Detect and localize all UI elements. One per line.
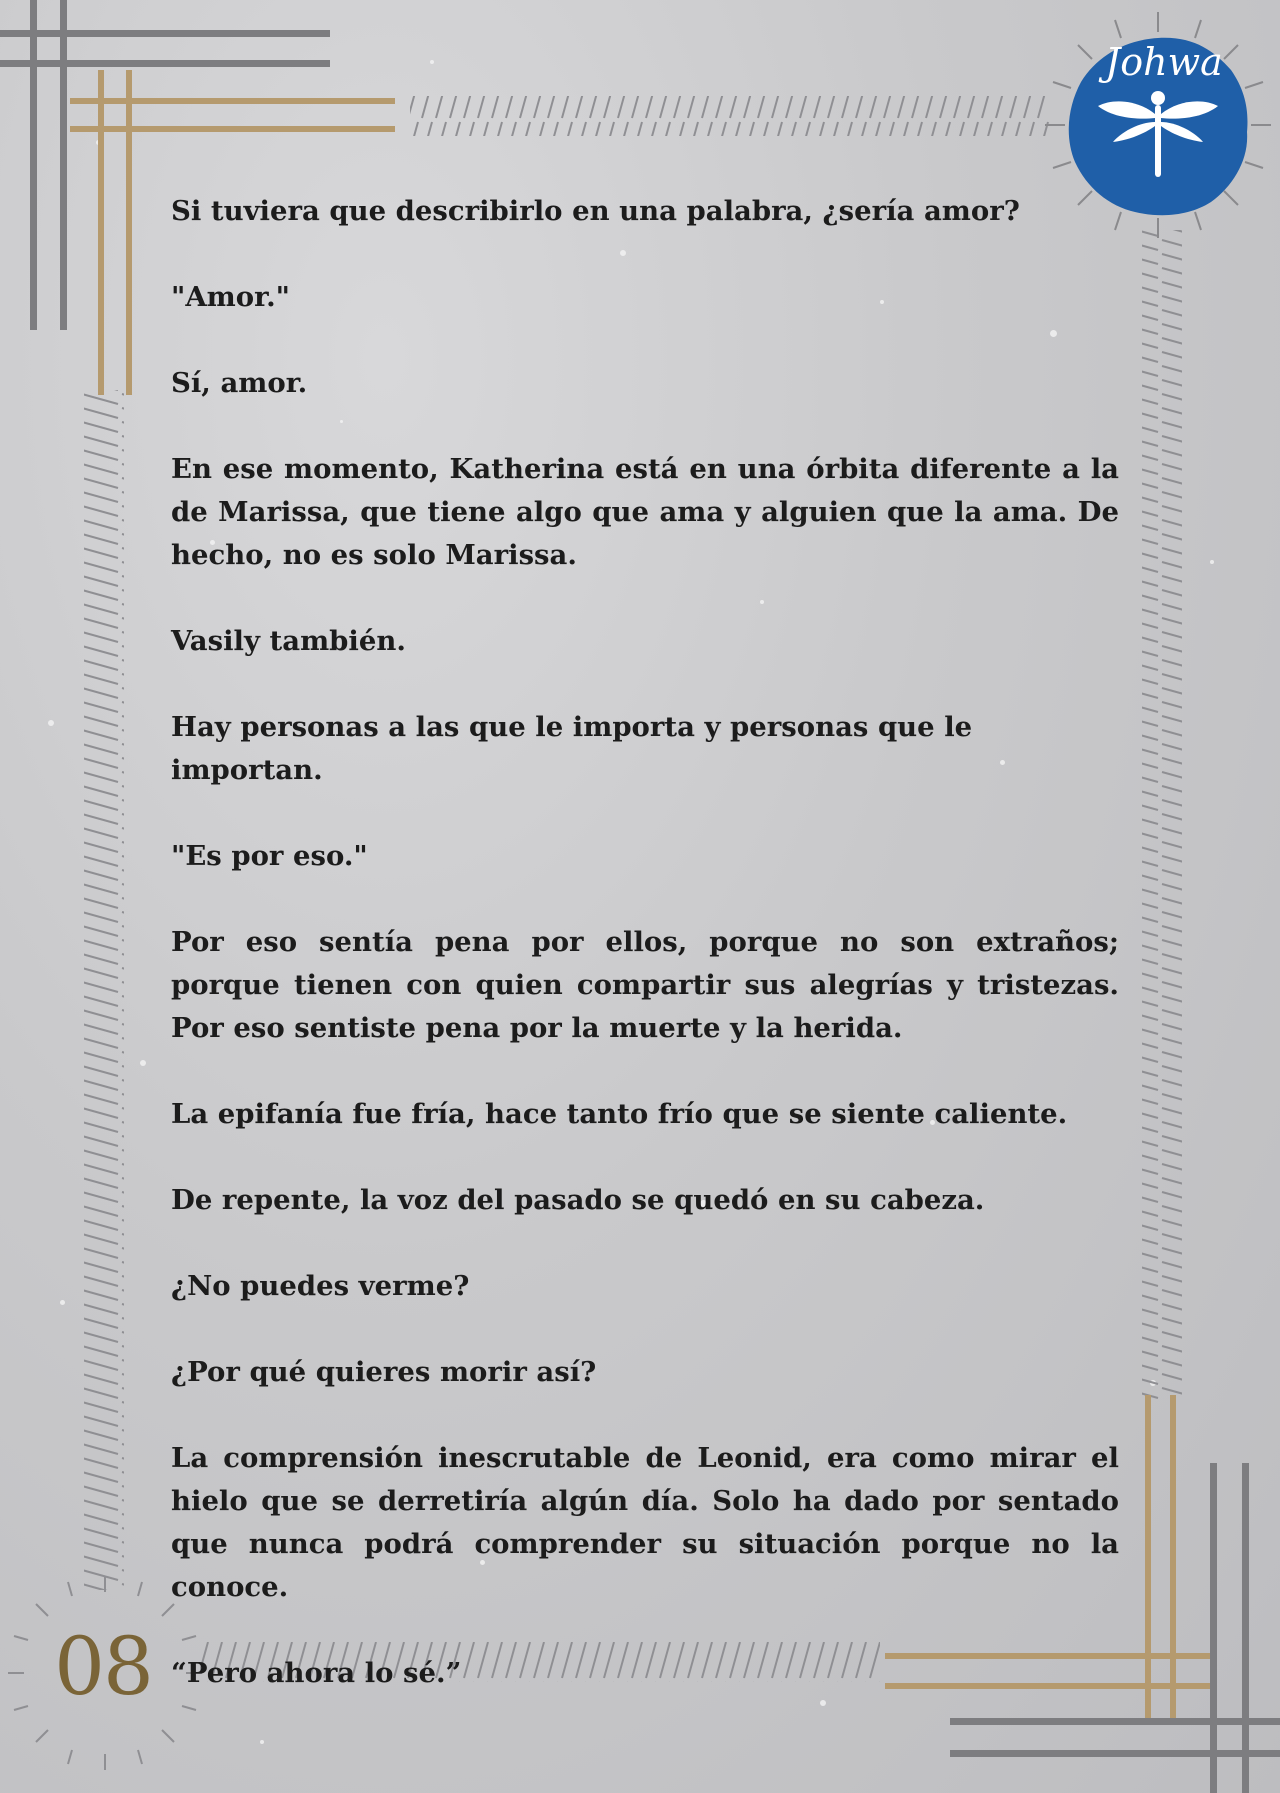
- logo-wordmark: Johwa: [1105, 40, 1223, 84]
- paragraph-5: Vasily también.: [171, 625, 406, 657]
- paragraph-3: Sí, amor.: [171, 367, 308, 399]
- paragraph-12: ¿Por qué quieres morir así?: [171, 1356, 597, 1388]
- paragraph-6: Hay personas a las que le importa y personas que le importan.: [171, 711, 973, 786]
- paragraph-8: Por eso sentía pena por ellos, porque no son extraños; porque tienen con quien compartir sus alegrías y tristezas. Por eso sentiste pena por la muerte y la herida.: [171, 926, 1119, 1044]
- paragraph-4: En ese momento, Katherina está en una órbita diferente a la de Marissa, que tiene algo que ama y alguien que la ama. De hecho, no es solo Marissa.: [171, 453, 1119, 571]
- paragraph-13: La comprensión inescrutable de Leonid, era como mirar el hielo que se derretiría algún día. Solo ha dado por sentado que nunca podrá comprender su situación porque no la conoce.: [171, 1442, 1119, 1603]
- paragraph-14: “Pero ahora lo sé.”: [171, 1657, 462, 1689]
- story-text: [171, 190, 1119, 1738]
- paragraph-7: "Es por eso.": [171, 840, 368, 872]
- paragraph-9: La epifanía fue fría, hace tanto frío que se siente caliente.: [171, 1098, 1068, 1130]
- page-number: 08: [54, 1620, 152, 1713]
- paragraph-11: ¿No puedes verme?: [171, 1270, 470, 1302]
- paragraph-2: "Amor.": [171, 281, 290, 313]
- paragraph-1: Si tuviera que describirlo en una palabra, ¿sería amor?: [171, 195, 1020, 227]
- paragraph-10: De repente, la voz del pasado se quedó en su cabeza.: [171, 1184, 985, 1216]
